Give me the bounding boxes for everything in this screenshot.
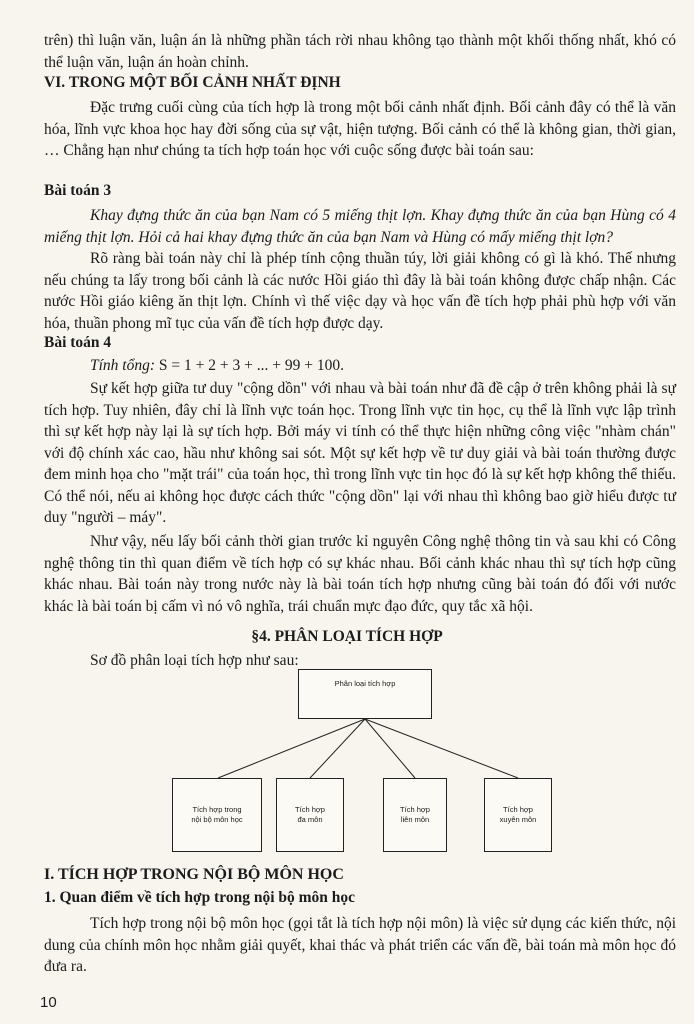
diagram-box-inter-line1: Tích hợp: [400, 805, 430, 814]
paragraph-intra-subject: Tích hợp trong nội bộ môn học (gọi tắt là tích hợp nội môn) là việc sử dụng các kiến thức, nội dung của chính môn học nhằm giải quyết, khai thác và phát triển các vấn đề, bài toán mà môn học đó đưa ra.: [44, 915, 676, 975]
diagram-box-multi-line1: Tích hợp: [295, 805, 325, 814]
diagram-box-trans-line1: Tích hợp: [503, 805, 533, 814]
paragraph-intro: trên) thì luận văn, luận án là những phần tách rời nhau không tạo thành một khối thống nhất, khó có thể luận văn, luận án hoàn chỉnh.: [44, 32, 676, 71]
heading-context: VI. TRONG MỘT BỐI CẢNH NHẤT ĐỊNH: [44, 74, 341, 91]
page-number: 10: [40, 994, 57, 1011]
problem-3-title: Bài toán 3: [44, 182, 112, 199]
diagram-box-inter-line2: liên môn: [400, 815, 430, 824]
paragraph-time-context: Như vậy, nếu lấy bối cảnh thời gian trước kỉ nguyên Công nghệ thông tin và sau khi có Công nghệ thông tin thì quan điểm về tích hợp có sự khác nhau. Bối cảnh khác nhau thì sự tích hợp cũng khác nhau. Bài toán này trong nước này là bài toán tích hợp nhưng cũng bài toán đó đối với nước khác là bài toán bị cấm vì nó vô nghĩa, trái chuẩn mực đạo đức, quy tắc xã hội.: [44, 533, 676, 615]
diagram-root-label: Phân loại tích hợp: [334, 679, 396, 688]
problem-4-title: Bài toán 4: [44, 334, 112, 351]
section-4-title: §4. PHÂN LOẠI TÍCH HỢP: [251, 628, 443, 645]
paragraph-problem-3: Rõ ràng bài toán này chỉ là phép tính cộng thuần túy, lời giải không có gì là khó. Thế nhưng nếu chúng ta lấy trong bối cảnh là các nước Hồi giáo thì đây là bài toán không được chấp nhận. Các nước Hồi giáo kiêng ăn thịt lợn. Chính vì thế việc dạy và học vấn đề tích hợp phải phù hợp với văn hóa, thuần phong mĩ tục của vấn đề tích hợp được dạy.: [44, 250, 676, 332]
diagram-box-intra-line2: nội bộ môn học: [191, 815, 243, 824]
diagram-box-intra-line1: Tích hợp trong: [192, 805, 242, 814]
diagram-box-intra-subject: [172, 778, 262, 852]
heading-intra-subject: I. TÍCH HỢP TRONG NỘI BỘ MÔN HỌC: [44, 866, 344, 883]
paragraph-problem-4: Sự kết hợp giữa tư duy "cộng dồn" với nhau và bài toán như đã đề cập ở trên không phải là sự tích hợp. Tuy nhiên, đây chỉ là lĩnh vực toán học. Trong lĩnh vực tin học, cụ thể là lĩnh vực lập trình thì sự kết hợp này lại là sự tích hợp. Bởi máy vi tính có thể thực hiện những công việc "nhàm chán" với độ chính xác cao, hầu như không sai sót. Một sự kết hợp về tư duy giải và bài toán thường được đem minh họa cho "mặt trái" của toán học, thì trong lĩnh vực tin học đó là sự kết hợp không thể thiếu. Có thể nói, nếu ai không học được cách thức "cộng dồn" lại với nhau thì không bao giờ hiểu được tư duy "người – máy".: [44, 380, 676, 526]
problem-4-formula: S = 1 + 2 + 3 + ... + 99 + 100.: [155, 357, 344, 374]
paragraph-context: Đặc trưng cuối cùng của tích hợp là trong một bối cảnh nhất định. Bối cảnh đây có thể là văn hóa, lĩnh vực khoa học hay đời sống của sự vật, hiện tượng. Bối cảnh có thể là không gian, thời gian, … Chẳng hạn như chúng ta tích hợp toán học với cuộc sống được bài toán sau:: [44, 99, 676, 159]
diagram-box-multi-line2: đa môn: [297, 815, 323, 824]
diagram-root-box: [298, 669, 432, 719]
diagram-box-multi-subject: [276, 778, 344, 852]
diagram-intro: Sơ đồ phân loại tích hợp như sau:: [90, 652, 299, 669]
problem-3-text: Khay đựng thức ăn của bạn Nam có 5 miếng thịt lợn. Khay đựng thức ăn của bạn Hùng có 4 miếng thịt lợn. Hỏi cả hai khay đựng thức ăn của bạn Nam và Hùng có mấy miếng thịt lợn?: [44, 207, 676, 246]
diagram-box-inter-subject: [383, 778, 447, 852]
diagram-box-trans-subject: [484, 778, 552, 852]
diagram-box-trans-line2: xuyên môn: [499, 815, 537, 824]
heading-intra-subject-view: 1. Quan điểm về tích hợp trong nội bộ môn học: [44, 889, 356, 906]
problem-4-label: Tính tổng:: [90, 357, 156, 374]
